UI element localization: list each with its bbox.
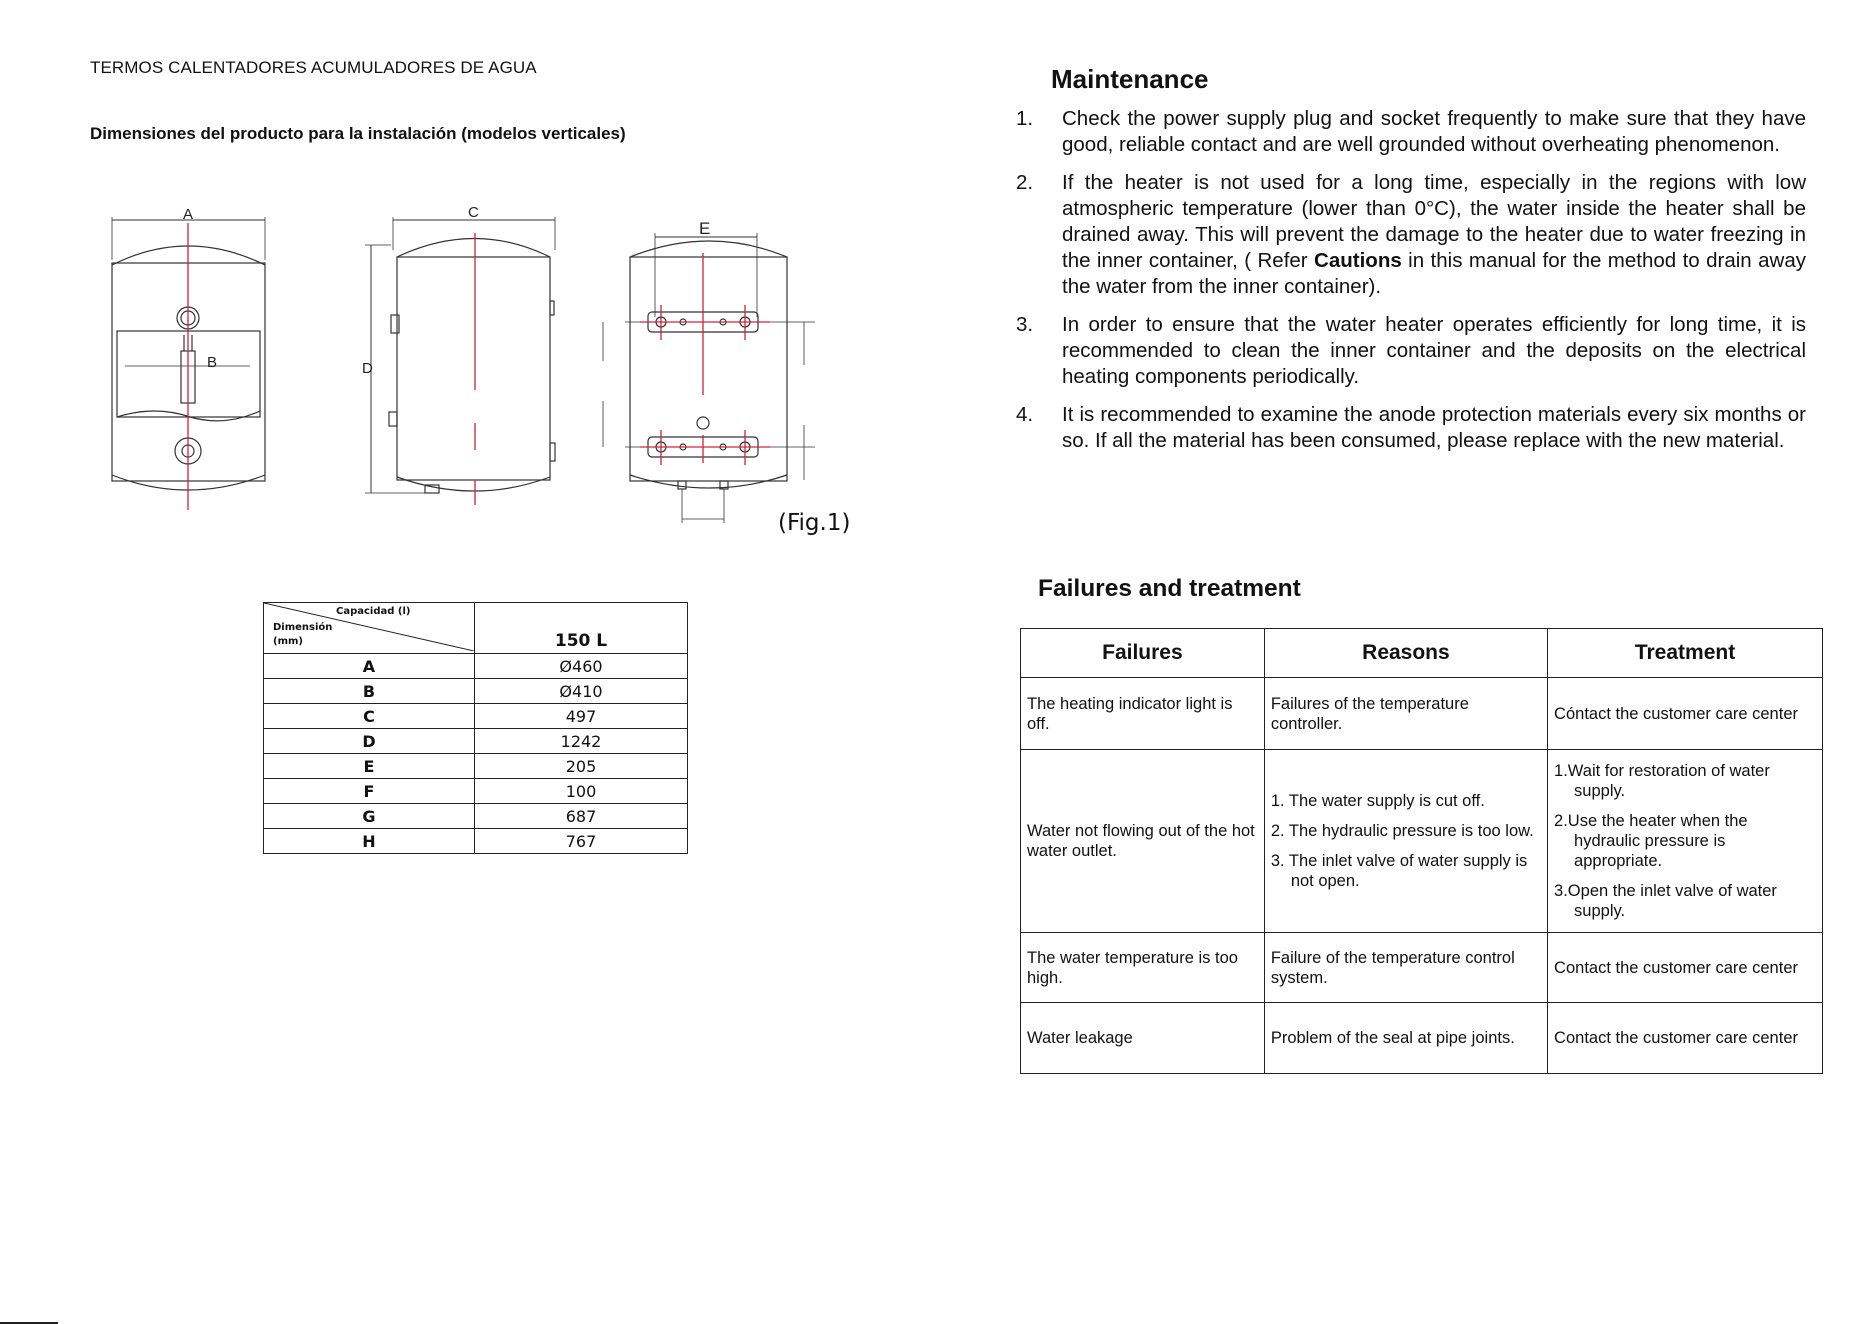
heater-dimension-drawings — [95, 205, 855, 530]
dimension-key: F — [264, 779, 475, 804]
maintenance-item — [1016, 402, 1806, 454]
treatment-text: 2.Use the heater when the hydraulic pressure is appropriate. — [1554, 812, 1748, 870]
dimension-key: E — [264, 754, 475, 779]
table-row — [264, 829, 688, 854]
dimension-value: Ø460 — [475, 654, 688, 679]
reason-cell — [1264, 1003, 1547, 1074]
label-c: C — [468, 205, 479, 221]
treatment-text: Cóntact the customer care center — [1554, 704, 1798, 723]
failure-cell: Water not flowing out of the hot water outlet. — [1021, 750, 1265, 933]
maintenance-item-text: Check the power supply plug and socket frequently to make sure that they have good, reliable contact and are well grounded without overheating phenomenon. — [1062, 107, 1806, 156]
failures-title: Failures and treatment — [1038, 575, 1301, 602]
table-row — [264, 754, 688, 779]
reason-cell — [1264, 933, 1547, 1003]
capacity-axis-label: Capacidad (l) — [336, 606, 411, 617]
maintenance-item-number: 4. — [1016, 403, 1034, 426]
dimensions-table-header — [264, 603, 688, 654]
table-row — [264, 679, 688, 704]
dimensions-table — [263, 602, 688, 854]
table-row — [264, 704, 688, 729]
reason-text: Failure of the temperature control system. — [1270, 948, 1515, 987]
failures-table-header — [1021, 629, 1823, 678]
dimension-value: 687 — [475, 804, 688, 829]
maintenance-item — [1016, 106, 1806, 158]
maintenance-item — [1016, 170, 1806, 300]
label-e: E — [699, 219, 711, 238]
table-row — [1021, 750, 1823, 933]
dimension-key: G — [264, 804, 475, 829]
header-treatment: Treatment — [1548, 629, 1823, 678]
table-row — [1021, 1003, 1823, 1074]
figure-caption: (Fig.1) — [778, 510, 851, 536]
maintenance-item-text-cont: in this manual for the method to drain away the water from the inner container). — [1062, 249, 1806, 298]
treatment-text: Contact the customer care center — [1554, 1029, 1798, 1047]
dimension-value: Ø410 — [475, 679, 688, 704]
table-row — [264, 804, 688, 829]
header-reasons: Reasons — [1264, 629, 1547, 678]
dimension-axis-label-line2: (mm) — [273, 636, 303, 647]
dimension-key: B — [264, 679, 475, 704]
table-row — [264, 654, 688, 679]
table-row — [264, 729, 688, 754]
header-failures: Failures — [1021, 629, 1265, 678]
dimension-key: D — [264, 729, 475, 754]
dimension-key: A — [264, 654, 475, 679]
treatment-text: 3.Open the inlet valve of water supply. — [1554, 882, 1777, 920]
dimension-value: 205 — [475, 754, 688, 779]
table-row — [1021, 933, 1823, 1003]
dimension-axis-label — [273, 621, 332, 649]
reason-cell — [1264, 678, 1547, 750]
dimension-key: H — [264, 829, 475, 854]
dimension-key: C — [264, 704, 475, 729]
maintenance-item-text: If the heater is not used for a long time, especially in the regions with low atmospheric temperature (lower than 0°C), the water inside the heater shall be drained away. This will prevent the damage to the heater due to water freezing in the inner container, ( Refer — [1062, 171, 1806, 272]
back-view-drawing — [603, 233, 815, 523]
capacity-header: 150 L — [475, 603, 688, 654]
table-row — [1021, 678, 1823, 750]
treatment-cell — [1548, 750, 1823, 933]
treatment-cell — [1548, 678, 1823, 750]
treatment-cell — [1548, 933, 1823, 1003]
treatment-cell — [1548, 1003, 1823, 1074]
maintenance-item-number: 1. — [1016, 107, 1034, 130]
section-subtitle: Dimensiones del producto para la instalación (modelos verticales) — [90, 124, 626, 143]
dimension-value: 497 — [475, 704, 688, 729]
maintenance-item-text: In order to ensure that the water heater operates efficiently for long time, it is recommended to clean the inner container and the deposits on the electrical heating components periodically. — [1062, 313, 1806, 388]
label-a: A — [183, 206, 194, 223]
maintenance-list — [1016, 106, 1806, 466]
maintenance-item-text: It is recommended to examine the anode protection materials every six months or so. If all the material has been consumed, please replace with the new material. — [1062, 403, 1806, 452]
dimensions-corner-cell — [264, 603, 475, 654]
dimension-value: 767 — [475, 829, 688, 854]
dimension-axis-label-line1: Dimensión — [273, 622, 333, 633]
dimension-value: 1242 — [475, 729, 688, 754]
treatment-text: 1.Wait for restoration of water supply. — [1554, 762, 1770, 800]
dimension-value: 100 — [475, 779, 688, 804]
maintenance-item-number: 3. — [1016, 313, 1034, 336]
label-b: B — [207, 354, 218, 371]
failures-table — [1020, 628, 1823, 1074]
reason-text: Problem of the seal at pipe joints. — [1270, 1029, 1515, 1047]
table-row — [264, 779, 688, 804]
reason-text: 2. The hydraulic pressure is too low. — [1270, 822, 1534, 840]
maintenance-item — [1016, 312, 1806, 390]
treatment-text: Contact the customer care center — [1554, 958, 1798, 977]
reason-text: 1. The water supply is cut off. — [1270, 792, 1485, 810]
side-view-drawing — [365, 217, 555, 493]
reason-text: Failures of the temperature controller. — [1270, 694, 1469, 733]
label-d: D — [362, 360, 373, 377]
maintenance-item-number: 2. — [1016, 171, 1034, 194]
cautions-reference: Cautions — [1314, 249, 1402, 272]
failure-cell: The water temperature is too high. — [1021, 933, 1265, 1003]
document-header: TERMOS CALENTADORES ACUMULADORES DE AGUA — [90, 58, 537, 77]
failure-cell: Water leakage — [1021, 1003, 1265, 1074]
reason-text: 3. The inlet valve of water supply is not open. — [1270, 852, 1528, 890]
maintenance-title: Maintenance — [1051, 64, 1209, 94]
failure-cell: The heating indicator light is off. — [1021, 678, 1265, 750]
reason-cell — [1264, 750, 1547, 933]
